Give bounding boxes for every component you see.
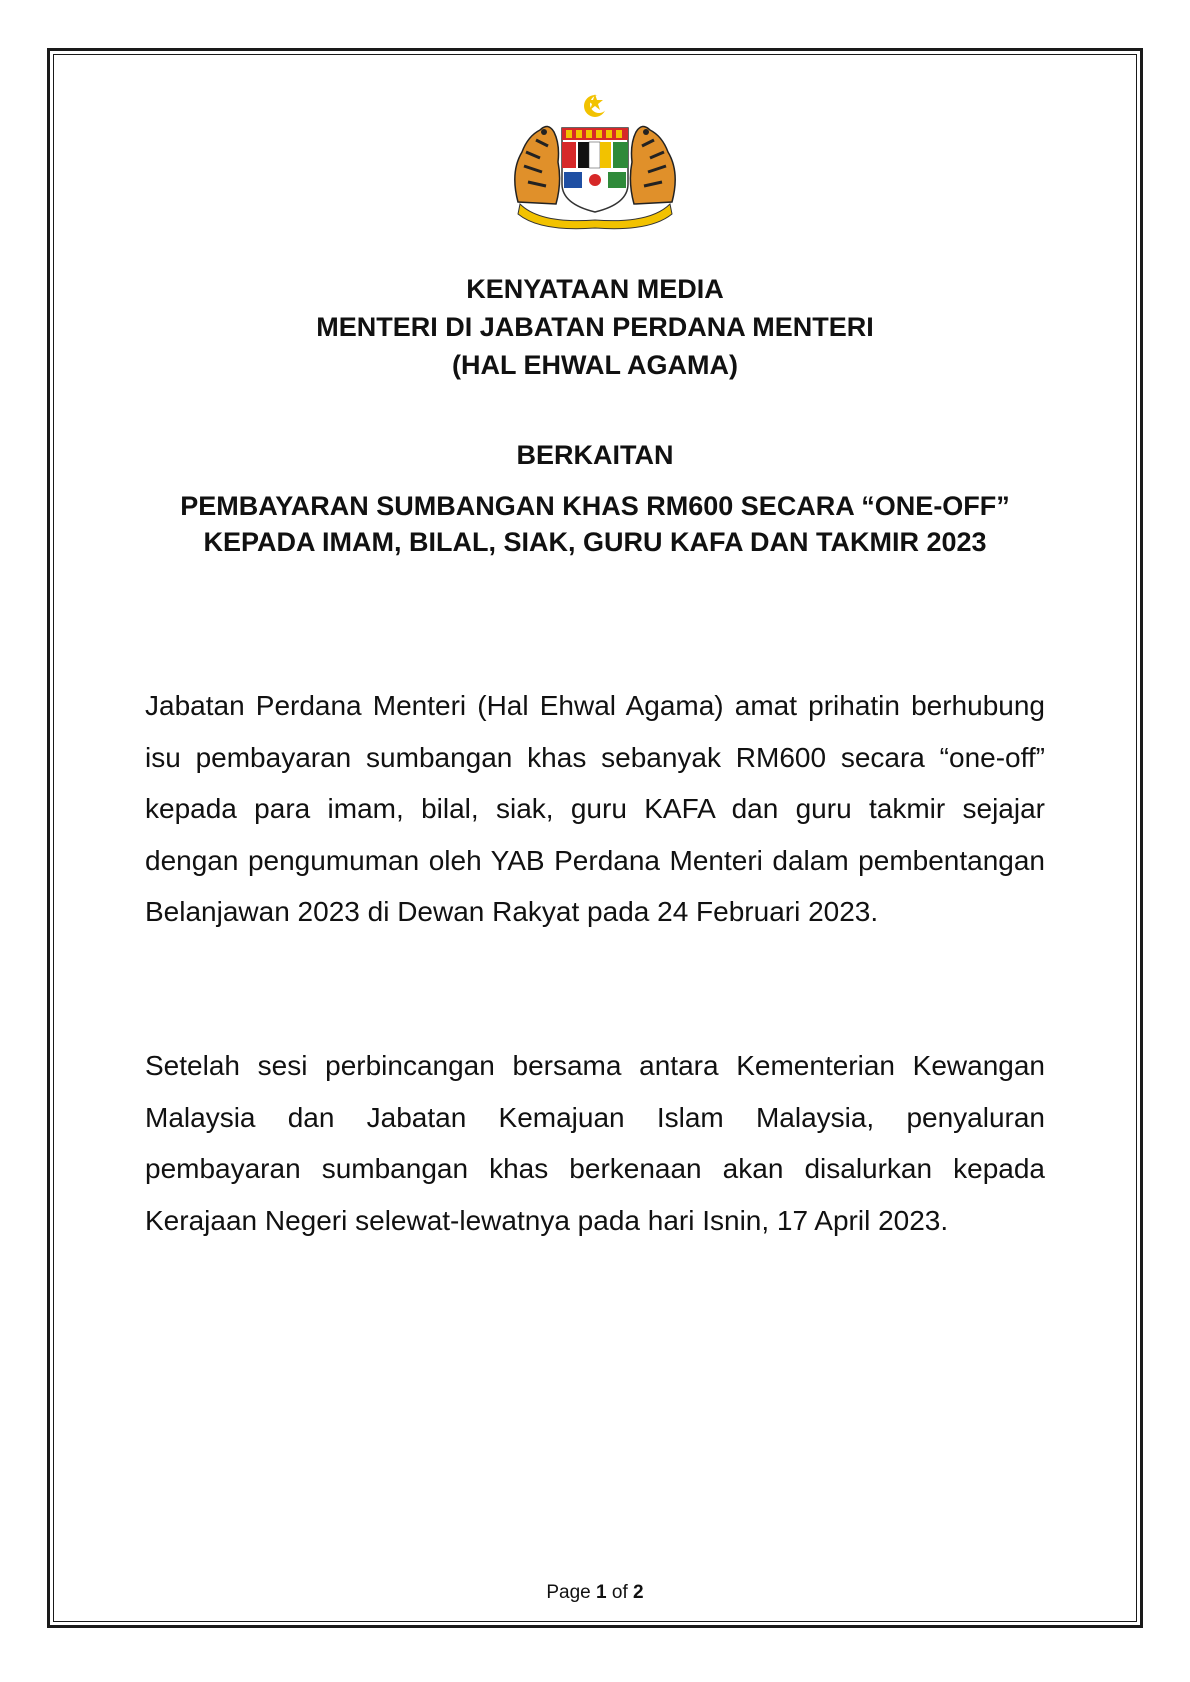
shield-icon (562, 128, 628, 212)
subject-title: PEMBAYARAN SUMBANGAN KHAS RM600 SECARA “ONE-OFF” KEPADA IMAM, BILAL, SIAK, GURU KAFA DAN TAKMIR 2023 (180, 491, 1010, 557)
total-page-number: 2 (633, 1582, 644, 1603)
page-number-footer (0, 1582, 1190, 1604)
body-paragraph-1: Jabatan Perdana Menteri (Hal Ehwal Agama) amat prihatin berhubung isu pembayaran sumbangan khas sebanyak RM600 secara “one-off” kepada para imam, bilal, siak, guru KAFA dan guru takmir sejajar dengan pengumuman oleh YAB Perdana Menteri dalam pembentangan Belanjawan 2023 di Dewan Rakyat pada 24 Februari 2023. (145, 690, 1045, 927)
heading-regarding: BERKAITAN (516, 440, 674, 470)
body-paragraph-2: Setelah sesi perbincangan bersama antara Kementerian Kewangan Malaysia dan Jabatan Kemajuan Islam Malaysia, penyaluran pembayaran sumbangan khas berkenaan akan disalurkan kepada Kerajaan Negeri selewat-lewatnya pada hari Isnin, 17 April 2023. (145, 1050, 1045, 1236)
heading-minister-title: MENTERI DI JABATAN PERDANA MENTERI (316, 312, 874, 342)
crescent-star-icon (584, 94, 608, 117)
tiger-left-icon (515, 126, 560, 204)
current-page-number: 1 (596, 1582, 607, 1603)
page-word: Page (546, 1582, 591, 1603)
of-word: of (611, 1582, 628, 1603)
heading-media-statement: KENYATAAN MEDIA (466, 274, 724, 304)
heading-portfolio: (HAL EHWAL AGAMA) (452, 350, 738, 380)
tiger-right-icon (630, 126, 675, 204)
malaysia-coat-of-arms-icon (500, 92, 690, 232)
